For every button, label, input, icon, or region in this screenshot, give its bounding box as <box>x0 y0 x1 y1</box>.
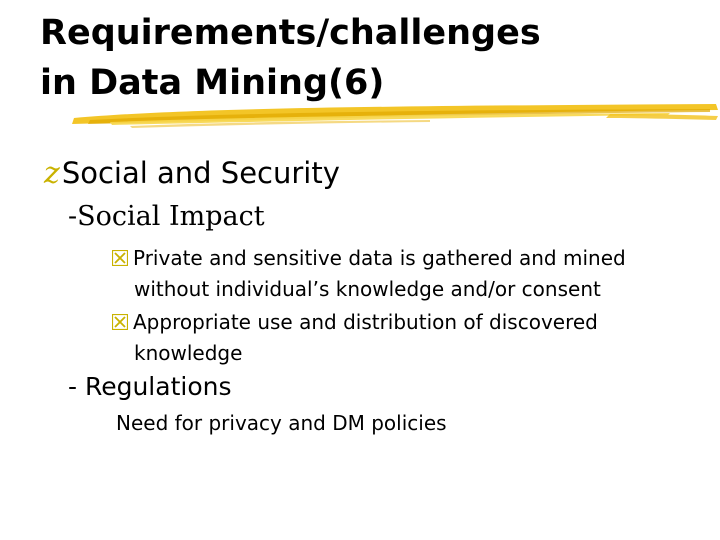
list-item-line <box>112 243 692 274</box>
x-box-bullet-icon <box>112 250 128 266</box>
title-line-1: Requirements/challenges <box>40 13 541 53</box>
regulations-text: Need for privacy and DM policies <box>116 411 447 435</box>
list-item-private-data <box>112 243 692 305</box>
title-line-2: in Data Mining(6) <box>40 63 385 103</box>
slide-title <box>40 8 700 108</box>
item-text-line2: without individual’s knowledge and/or consent <box>134 277 601 301</box>
subheading-social-impact: -Social Impact <box>68 201 265 232</box>
item-text-line1: Appropriate use and distribution of discovered <box>133 310 598 334</box>
item-text-line2: knowledge <box>134 341 243 365</box>
z-bullet-icon: z <box>44 156 60 191</box>
subheading-regulations: - Regulations <box>68 372 232 401</box>
bullet-text: Social and Security <box>61 156 340 190</box>
list-item-appropriate-use <box>112 307 692 369</box>
x-box-bullet-icon <box>112 314 128 330</box>
list-item-line <box>112 307 692 338</box>
brush-stroke-divider <box>70 100 720 132</box>
item-text-line1: Private and sensitive data is gathered and mined <box>133 246 626 270</box>
bullet-social-and-security <box>44 154 684 193</box>
